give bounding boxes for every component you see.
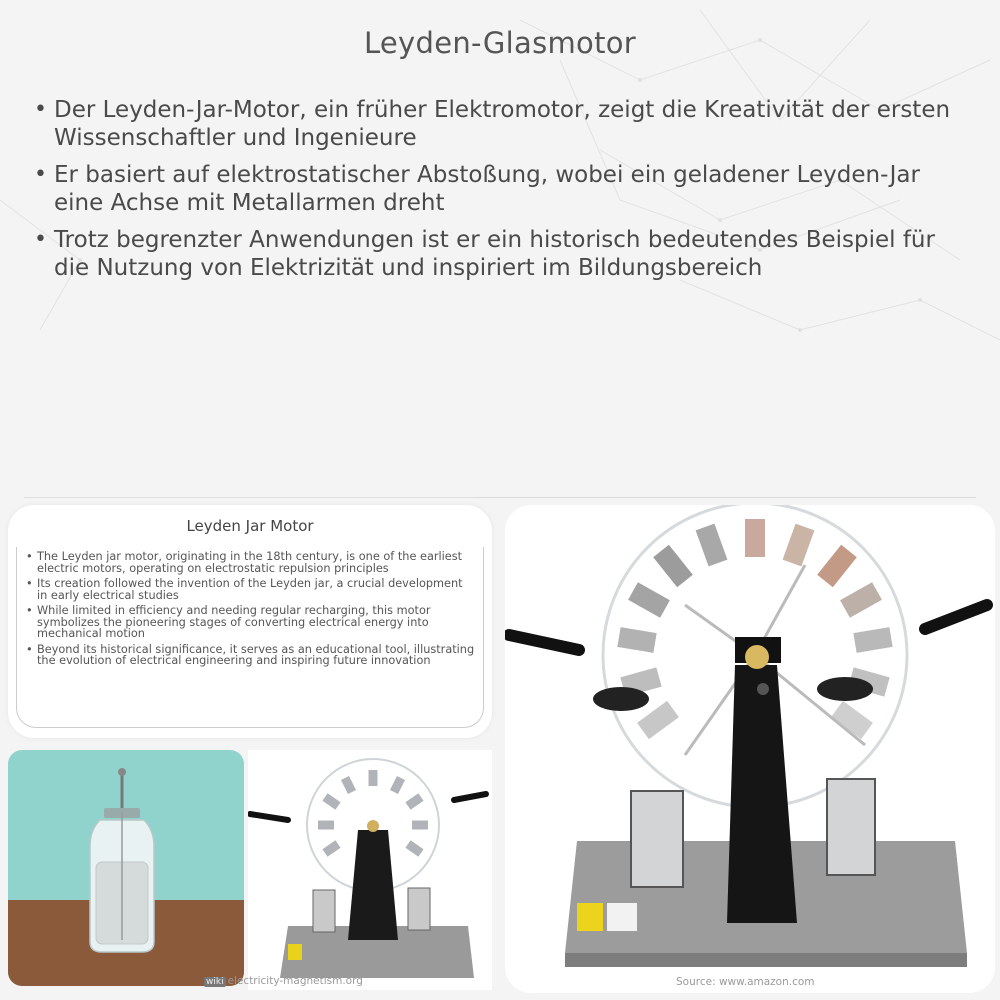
bullet-dot-icon: • <box>34 227 47 252</box>
summary-item: • Beyond its historical significance, it serves as an educational tool, illustrating the evolution of electrical engineering and inspiring future innovation <box>26 642 475 667</box>
source-caption: Source: www.amazon.com <box>676 976 815 988</box>
bullet-list <box>32 96 972 291</box>
motor-photo-large <box>505 505 995 993</box>
bullet-item: • Er basiert auf elektrostatischer Abstoßung, wobei ein geladener Leyden-Jar eine Achse mit Metallarmen dreht <box>34 162 920 216</box>
summary-item: • Its creation followed the invention of the Leyden jar, a crucial development in early electrical studies <box>26 577 463 602</box>
summary-card-title: Leyden Jar Motor <box>186 517 314 535</box>
summary-card-list <box>26 551 476 671</box>
bullet-item: • Trotz begrenzter Anwendungen ist er ein historisch bedeutendes Beispiel für die Nutzung von Elektrizität und inspiriert im Bildungsbereich <box>34 227 935 281</box>
motor-photo-small <box>248 750 492 990</box>
summary-item: • The Leyden jar motor, originating in the 18th century, is one of the earliest electric motors, operating on electrostatic repulsion principles <box>26 550 463 575</box>
summary-item: • While limited in efficiency and needing regular recharging, this motor symbolizes the pioneering stages of converting electrical energy into mechanical motion <box>26 604 431 640</box>
bullet-dot-icon: • <box>34 97 47 122</box>
bullet-item: • Der Leyden-Jar-Motor, ein früher Elektromotor, zeigt die Kreativität der ersten Wissenschaftler und Ingenieure <box>34 97 951 151</box>
left-caption: wiki electricity-magnetism.org <box>206 975 363 987</box>
summary-card <box>8 505 492 738</box>
page-title: Leyden-Glasmotor <box>363 26 637 60</box>
section-divider <box>24 497 976 498</box>
wiki-badge: wiki <box>206 977 224 987</box>
bullet-dot-icon: • <box>34 162 47 187</box>
leyden-jar-illustration <box>8 750 244 986</box>
